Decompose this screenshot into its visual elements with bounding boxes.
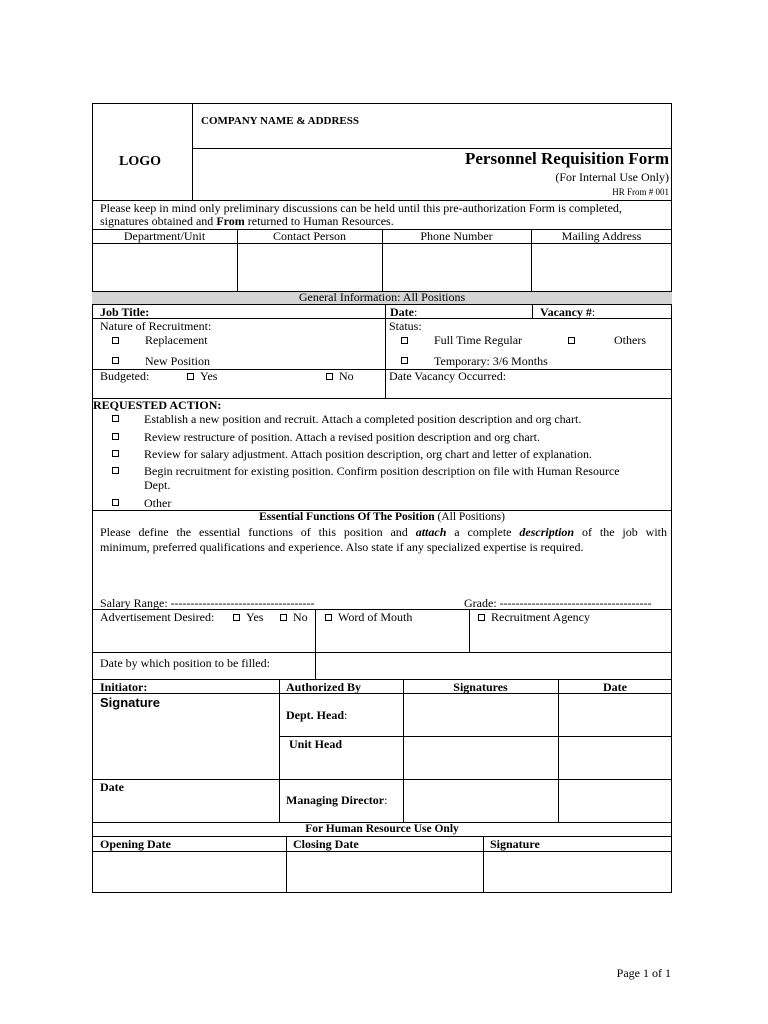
notice-line-1: Please keep in mind only preliminary discussions can be held until this pre-authorization Form is completed, [100,201,622,215]
temporary-label: Temporary: 3/6 Months [434,354,548,368]
word-of-mouth-label: Word of Mouth [338,610,413,624]
notice-text-b: returned to Human Resources. [244,214,394,228]
action-other-label: Other [144,496,172,510]
essential-instructions-2: minimum, preferred qualifications and experience. Also state if any specialized expertise is required. [100,540,584,554]
others-checkbox[interactable] [568,337,575,344]
unit-head-date-field[interactable] [559,737,671,779]
advert-no-checkbox[interactable] [280,614,287,621]
col-department-unit: Department/Unit [123,229,206,243]
essential-instructions-1 [100,525,667,539]
notice-line-2 [100,214,394,228]
action-new-position-label: Establish a new position and recruit. Attach a completed position description and org chart. [144,412,582,426]
date-label [390,305,417,319]
grade-label: Grade: -------------------------------------- [464,596,652,610]
others-label: Others [614,333,646,347]
status-label: Status: [389,319,422,333]
action-salary-label: Review for salary adjustment. Attach position description, org chart and letter of explanation. [144,447,592,461]
notice-text-bold: From [216,214,245,228]
budgeted-yes-label: Yes [200,369,218,383]
authorized-by-label: Authorized By [286,680,361,694]
col-mailing-address: Mailing Address [561,229,642,243]
mailing-address-field[interactable] [532,244,671,290]
action-restructure-label: Review restructure of position. Attach a revised position description and org chart. [144,430,541,444]
approval-col-line-1 [279,679,280,822]
replacement-checkbox[interactable] [112,337,119,344]
unit-head-label: Unit Head [289,737,343,751]
advert-divider-2 [469,609,470,652]
full-time-checkbox[interactable] [401,337,408,344]
advert-yes-label: Yes [246,610,264,624]
essential-p1-b: a complete [446,525,520,539]
action-new-position-checkbox[interactable] [112,415,119,422]
page-number: Page 1 of 1 [616,966,671,980]
dept-head-colon: : [344,708,348,722]
action-recruitment-label: Begin recruitment for existing position. Confirm position description on file with Human Resource [144,464,620,478]
advert-no-label: No [293,610,308,624]
hr-title-line [92,836,672,837]
date-label-text: Date [390,305,414,319]
notice-text-a: signatures obtained and [100,214,217,228]
initiator-signature-label: Signature [100,695,160,710]
opening-date-field[interactable] [93,852,285,892]
vacancy-label-colon: : [591,305,596,319]
col-contact-person: Contact Person [273,229,346,243]
action-recruitment-checkbox[interactable] [112,467,119,474]
md-signature-field[interactable] [404,780,557,822]
dept-head-signature-field[interactable] [404,694,557,736]
job-title-label: Job Title: [100,305,150,319]
temporary-checkbox[interactable] [401,357,408,364]
logo-placeholder: LOGO [119,154,162,169]
initiator-label: Initiator: [100,680,148,694]
managing-director-label [286,793,387,807]
budgeted-no-label: No [339,369,354,383]
date-vacancy-label: Date Vacancy Occurred: [389,369,507,383]
fill-date-field[interactable] [316,653,671,678]
general-info-title: General Information: All Positions [298,290,466,304]
action-recruitment-label-cont: Dept. [144,478,171,492]
budgeted-no-checkbox[interactable] [326,373,333,380]
company-name-address: COMPANY NAME & ADDRESS [201,115,359,127]
page-title: Personnel Requisition Form [465,149,669,168]
full-time-label: Full Time Regular [434,333,523,347]
essential-functions-field[interactable] [93,556,671,594]
vacancy-divider [532,304,533,318]
new-position-checkbox[interactable] [112,357,119,364]
form-number: HR From # 001 [612,187,669,197]
vacancy-label [540,305,595,319]
dept-head-label [286,708,347,722]
approval-date-label: Date [603,680,627,694]
salary-range-label: Salary Range: ------------------------------------ [100,596,315,610]
closing-date-label: Closing Date [293,837,359,851]
advertisement-label: Advertisement Desired: [100,610,215,624]
closing-date-field[interactable] [287,852,482,892]
hr-signature-field[interactable] [484,852,671,892]
recruitment-agency-checkbox[interactable] [478,614,485,621]
md-date-field[interactable] [559,780,671,822]
vacancy-label-text: Vacancy # [540,305,592,319]
signatures-label: Signatures [453,680,508,694]
new-position-label: New Position [145,354,211,368]
word-of-mouth-checkbox[interactable] [325,614,332,621]
essential-functions-title [92,510,672,524]
initiator-date-label: Date [100,780,124,794]
requested-action-title: REQUESTED ACTION: [93,398,222,412]
nature-of-recruitment-label: Nature of Recruitment: [100,319,212,333]
advert-yes-checkbox[interactable] [233,614,240,621]
essential-description: description [519,525,575,539]
hr-signature-label: Signature [490,837,540,851]
replacement-label: Replacement [145,333,208,347]
budgeted-yes-checkbox[interactable] [187,373,194,380]
date-label-colon: : [414,305,418,319]
contact-person-field[interactable] [238,244,381,290]
essential-title-bold: Essential Functions Of The Position [259,511,435,523]
managing-director-text: Managing Director [286,793,385,807]
logo-divider [192,103,193,200]
dept-head-date-field[interactable] [559,694,671,736]
recruitment-agency-label: Recruitment Agency [491,610,590,624]
fill-date-label: Date by which position to be filled: [100,656,270,670]
budgeted-label: Budgeted: [100,369,150,383]
action-other-checkbox[interactable] [112,499,119,506]
action-restructure-checkbox[interactable] [112,433,119,440]
essential-title-rest: (All Positions) [434,511,505,523]
opening-date-label: Opening Date [100,837,172,851]
department-unit-field[interactable] [93,244,236,290]
status-bottom-line [92,369,672,370]
essential-attach: attach [415,525,447,539]
col-phone-number: Phone Number [420,229,493,243]
essential-p1-a: Please define the essential functions of this position and [100,525,416,539]
hr-use-title: For Human Resource Use Only [305,823,459,835]
managing-director-colon: : [384,793,388,807]
unit-head-signature-field[interactable] [404,737,557,779]
action-salary-checkbox[interactable] [112,450,119,457]
phone-number-field[interactable] [383,244,530,290]
dept-head-text: Dept. Head [286,708,344,722]
internal-use-note: (For Internal Use Only) [555,170,669,184]
essential-p1-c: of the job with [574,525,667,539]
